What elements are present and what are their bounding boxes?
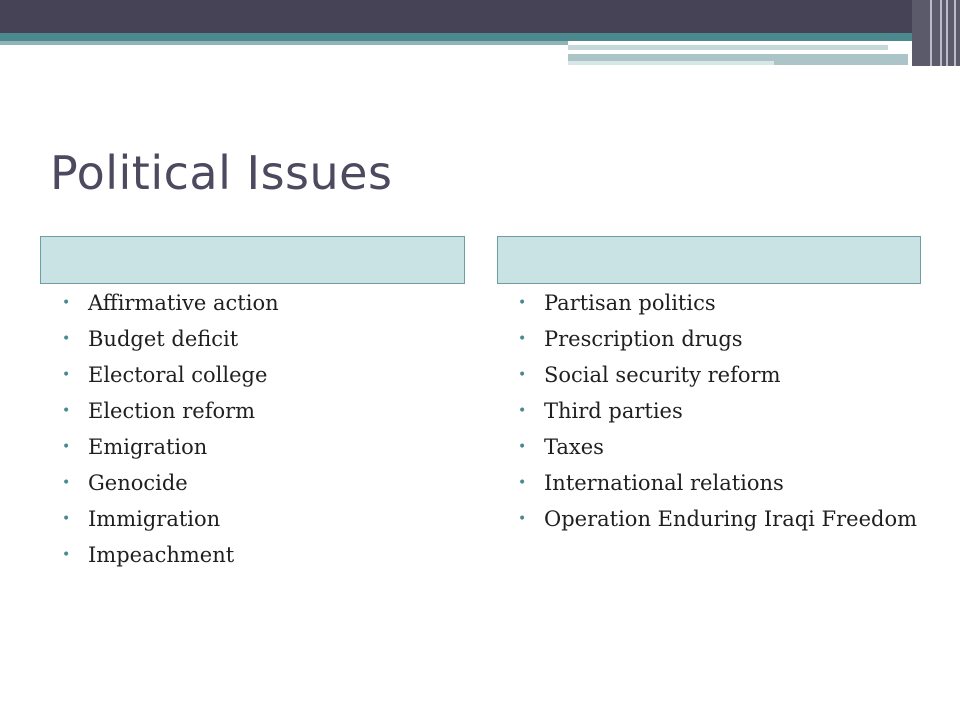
list-item-label: Budget deficit xyxy=(88,327,239,351)
decorative-stripe xyxy=(954,0,956,66)
list-item xyxy=(62,396,457,426)
list-item-label: Social security reform xyxy=(544,363,781,387)
list-item xyxy=(62,288,457,318)
bullet-icon: • xyxy=(62,331,71,347)
list-item xyxy=(518,324,918,354)
list-item-label: Election reform xyxy=(88,399,256,423)
list-item xyxy=(62,540,457,570)
bullet-icon: • xyxy=(518,403,527,419)
bullet-icon: • xyxy=(518,367,527,383)
bullet-icon: • xyxy=(62,511,71,527)
bullet-icon: • xyxy=(62,367,71,383)
bullet-icon: • xyxy=(62,547,71,563)
list-item xyxy=(62,504,457,534)
right-issue-list xyxy=(518,288,918,540)
list-item-label: International relations xyxy=(544,471,784,495)
bullet-icon: • xyxy=(518,439,527,455)
list-item-label: Third parties xyxy=(544,399,683,423)
list-item xyxy=(62,360,457,390)
list-item xyxy=(518,288,918,318)
left-column-header xyxy=(40,236,465,284)
decorative-stripe xyxy=(940,0,942,66)
list-item xyxy=(518,432,918,462)
bullet-icon: • xyxy=(518,475,527,491)
list-item xyxy=(518,504,918,534)
list-item xyxy=(518,468,918,498)
bullet-icon: • xyxy=(518,511,527,527)
banner-step-line xyxy=(568,45,888,50)
banner-step-line xyxy=(568,61,774,65)
list-item-label: Electoral college xyxy=(88,363,268,387)
list-item xyxy=(62,468,457,498)
decorative-stripe xyxy=(946,0,948,66)
bullet-icon: • xyxy=(62,439,71,455)
list-item-label: Operation Enduring Iraqi Freedom xyxy=(544,507,918,531)
bullet-icon: • xyxy=(62,295,71,311)
bullet-icon: • xyxy=(62,475,71,491)
list-item-label: Taxes xyxy=(544,435,604,459)
list-item-label: Emigration xyxy=(88,435,208,459)
list-item-label: Partisan politics xyxy=(544,291,716,315)
teal-band xyxy=(0,33,960,41)
right-column-header xyxy=(497,236,921,284)
slide-title: Political Issues xyxy=(50,146,393,200)
top-banner xyxy=(0,0,960,34)
list-item-label: Affirmative action xyxy=(88,291,279,315)
bullet-icon: • xyxy=(518,331,527,347)
list-item-label: Prescription drugs xyxy=(544,327,743,351)
left-issue-list xyxy=(62,288,457,576)
list-item-label: Genocide xyxy=(88,471,188,495)
list-item xyxy=(62,324,457,354)
list-item xyxy=(518,396,918,426)
list-item-label: Immigration xyxy=(88,507,221,531)
list-item xyxy=(62,432,457,462)
list-item-label: Impeachment xyxy=(88,543,235,567)
decorative-stripe xyxy=(930,0,932,66)
light-band xyxy=(0,41,568,45)
list-item xyxy=(518,360,918,390)
bullet-icon: • xyxy=(518,295,527,311)
decorative-stripes xyxy=(912,0,960,66)
bullet-icon: • xyxy=(62,403,71,419)
